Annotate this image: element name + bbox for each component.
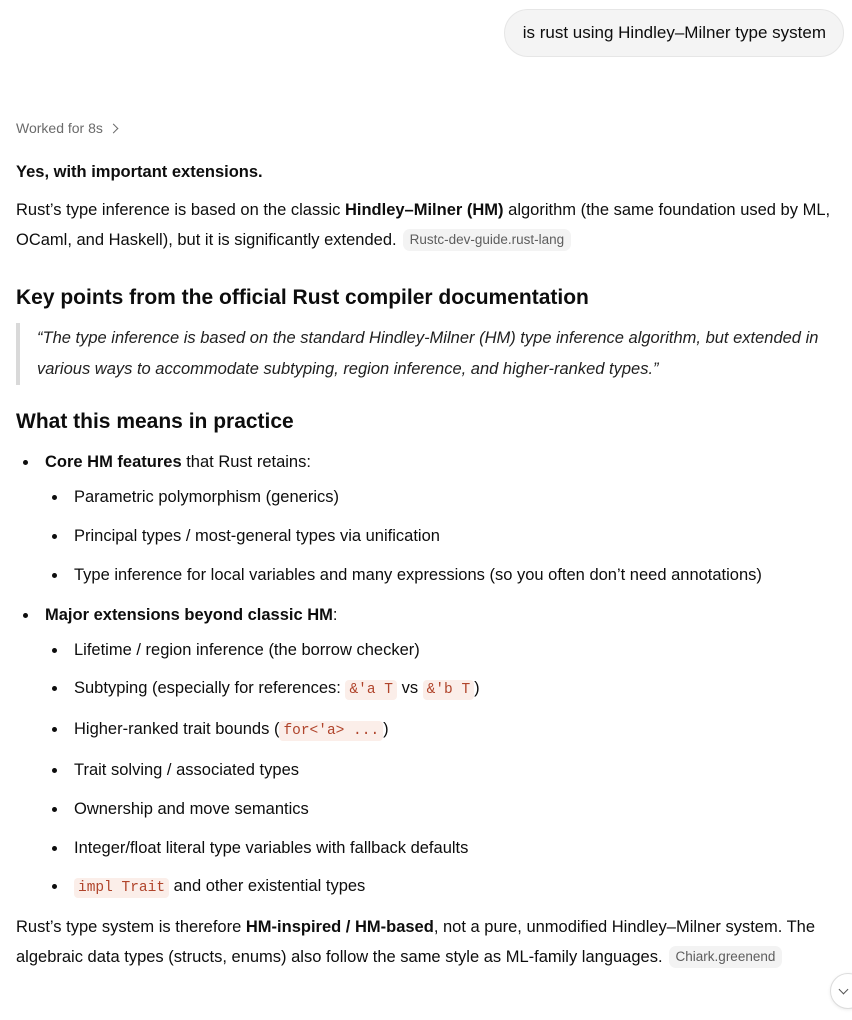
code-ref-b: &'b T [423, 680, 475, 700]
conclusion-text-after: , not a pure, unmodified Hindley–Milner system. The algebraic data types (structs, enums) also follow the same style as ML-family languages. [16, 918, 816, 967]
list-item [45, 714, 842, 746]
major-extensions-list [45, 635, 842, 904]
core-features-rest: that Rust retains: [181, 453, 311, 471]
conclusion-text-bold: HM-inspired / HM-based [245, 918, 434, 937]
hrtb-close: ) [383, 720, 389, 739]
scroll-to-bottom-button[interactable] [830, 973, 852, 1009]
list-item-major-extensions [16, 600, 842, 904]
chevron-right-icon [108, 124, 118, 134]
subtyping-text: Subtyping (especially for references: [74, 679, 346, 698]
hrtb-text: Higher-ranked trait bounds ( [74, 720, 280, 739]
practice-list [16, 447, 842, 903]
list-item: Type inference for local variables and many expressions (so you often don’t need annotations) [45, 560, 842, 590]
code-for-lifetime: for<'a> ... [279, 721, 383, 741]
heading-in-practice: What this means in practice [16, 410, 294, 433]
list-item: Integer/float literal type variables with fallback defaults [45, 833, 842, 863]
list-item: Trait solving / associated types [45, 755, 842, 785]
core-features-list [45, 482, 842, 590]
major-extensions-bold: Major extensions beyond classic HM [45, 605, 333, 624]
documentation-quote: “The type inference is based on the standard Hindley-Milner (HM) type inference algorithm, but extended in various ways to accommodate subtyping, region inference, and higher-ranked types.” [16, 323, 842, 385]
source-citation-rustc-dev-guide[interactable]: Rustc-dev-guide.rust-lang [403, 229, 572, 251]
intro-text-before: Rust’s type inference is based on the classic [16, 201, 345, 219]
list-item [45, 673, 842, 705]
impl-trait-text: and other existential types [169, 877, 366, 896]
source-citation-chiark[interactable]: Chiark.greenend [669, 946, 783, 968]
assistant-response [16, 158, 842, 972]
intro-text-bold: Hindley–Milner (HM) [344, 201, 504, 219]
subtyping-close: ) [474, 679, 480, 698]
list-item-core-features [16, 447, 842, 590]
subtyping-vs: vs [396, 679, 423, 698]
intro-text-after: algorithm (the same foundation used by ML, OCaml, and Haskell), but it is significantly extended. [16, 201, 831, 249]
list-item [45, 871, 842, 903]
list-item: Principal types / most-general types via unification [45, 521, 842, 551]
user-message-bubble [504, 9, 844, 57]
code-impl-trait: impl Trait [74, 878, 169, 898]
list-item: Ownership and move semantics [45, 794, 842, 824]
intro-paragraph [16, 195, 842, 255]
core-features-heading [45, 447, 842, 477]
user-message-text: is rust using Hindley–Milner type system [522, 23, 826, 42]
list-item: Lifetime / region inference (the borrow checker) [45, 635, 842, 665]
code-ref-a: &'a T [345, 680, 397, 700]
conclusion-paragraph [16, 912, 842, 972]
answer-lead: Yes, with important extensions. [16, 163, 263, 181]
core-features-bold: Core HM features [45, 453, 182, 471]
heading-key-points: Key points from the official Rust compiler documentation [16, 286, 589, 309]
worked-label: Worked for 8s [16, 120, 103, 136]
worked-duration-toggle[interactable] [16, 120, 117, 136]
chevron-down-icon [838, 985, 848, 995]
major-extensions-heading [45, 600, 842, 630]
conclusion-text-before: Rust’s type system is therefore [16, 918, 246, 937]
list-item: Parametric polymorphism (generics) [45, 482, 842, 512]
major-extensions-rest: : [332, 605, 338, 624]
